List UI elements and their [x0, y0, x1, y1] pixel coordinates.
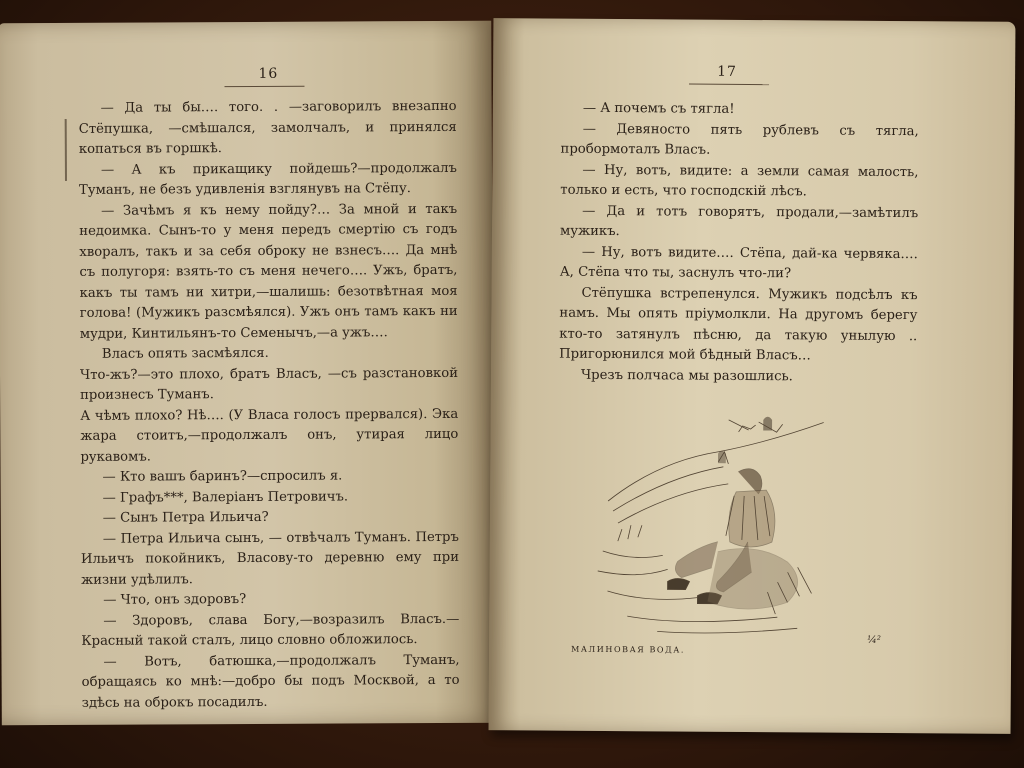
header-rule-left [224, 86, 304, 87]
paragraph: — Петра Ильича сынъ, — отвѣчалъ Туманъ. Петръ Ильичъ покойникъ, Власову-то деревню ему при жизни удѣлилъ. [80, 529, 460, 588]
paragraph: — Девяносто пять рублевъ съ тягла, пробормоталъ Власъ. [560, 121, 919, 158]
paragraph: — Графъ***, Валеріанъ Петровичъ. [102, 488, 349, 506]
paragraph: Стёпушка встрепенулся. Мужикъ подсѣлъ къ намъ. Мы опять пріумолкли. На другомъ берегу кто-то затянулъ пѣсню, да такую унылую .. Пригорюнился мой бѣдный Власъ… [559, 285, 918, 364]
margin-pencil-mark [65, 119, 67, 181]
header-rule-right [689, 84, 769, 86]
paragraph: А чѣмъ плохо? Нѣ…. (У Власа голосъ прервался). Эка жара стоитъ,—продолжалъ онъ, утирая лицо рукавомъ. [80, 406, 459, 465]
paragraph: — А почемъ съ тягла! [582, 100, 735, 117]
page-number-right: 17 [717, 63, 738, 80]
plate-mark: ¼² [867, 634, 881, 646]
paragraph: — А къ прикащику пойдешь?—продолжалъ Туманъ, не безъ удивленія взглянувъ на Стёпу. [79, 160, 457, 198]
page-number-left: 16 [258, 65, 279, 82]
paragraph: — Кто вашъ баринъ?—спросилъ я. [102, 468, 343, 485]
right-page [489, 18, 1016, 734]
left-page [0, 21, 495, 726]
left-page-text [79, 97, 460, 714]
paragraph: — Ну, вотъ видите…. Стёпа, дай-ка червяка…. А, Стёпа что ты, заснулъ что-ли? [559, 244, 918, 282]
paragraph: — Да и тотъ говорятъ, продали,—замѣтилъ мужикъ. [559, 203, 919, 240]
paragraph: — Ну, вотъ, видите: а земли самая малость, только и есть, что господскій лѣсъ. [560, 162, 919, 200]
paragraph: — Что, онъ здоровъ? [103, 592, 247, 608]
paragraph: — Здоровъ, слава Богу,—возразилъ Власъ.—Красный такой сталъ, лицо словно обложилось. [81, 611, 460, 649]
paragraph: Чрезъ полчаса мы разошлись. [580, 367, 793, 384]
paragraph: — Зачѣмъ я къ нему пойду?… За мной и такъ недоимка. Сынъ-то у меня передъ смертію съ годъ хворалъ, такъ и за себя оброку не взнесъ…. Да мнѣ съ полугоря: взять-то съ меня нечего…. Ужъ, братъ, какъ ты тамъ ни хитри,—шалишь: безотвѣтная моя голова! (Мужикъ разсмѣялся). Ужъ онъ тамъ какъ ни мудри, Кинтильянъ-то Семенычъ,—а ужъ…. [79, 201, 458, 342]
illustration-caption: МАЛИНОВАЯ ВОДА. [571, 644, 686, 655]
paragraph: Власъ опять засмѣялся. [101, 345, 269, 362]
engraving-seated-peasant [597, 391, 829, 643]
paragraph: Что-жъ?—это плохо, братъ Власъ, —съ разстановкой произнесъ Туманъ. [79, 365, 459, 403]
paragraph: — Вотъ, батюшка,—продолжалъ Туманъ, обращаясь ко мнѣ:—добро бы подъ Москвой, а то здѣсь на оброкъ посадилъ. [81, 652, 460, 711]
paragraph: — Сынъ Петра Ильича? [102, 509, 269, 526]
right-page-text [559, 99, 919, 388]
paragraph: — Да ты бы…. того. . —заговорилъ внезапно Стёпушка, —смѣшался, замолчалъ, и принялся копаться въ горшкѣ. [78, 98, 457, 157]
